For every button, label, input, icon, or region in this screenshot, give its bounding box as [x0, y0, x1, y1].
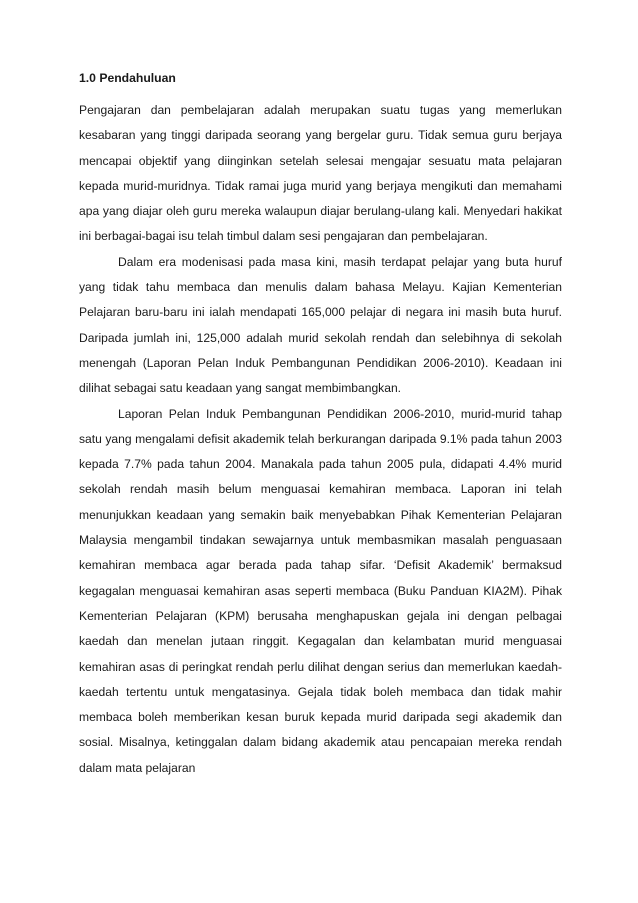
section-heading: 1.0 Pendahuluan — [79, 71, 176, 85]
paragraph-introduction: Pengajaran dan pembelajaran adalah merupakan suatu tugas yang memerlukan kesabaran yang tinggi daripada seorang yang bergelar guru. Tidak semua guru berjaya mencapai objektif yang diinginkan setelah selesai mengajar sesuatu mata pelajaran kepada murid-muridnya. Tidak ramai juga murid yang berjaya mengikuti dan memahami apa yang diajar oleh guru mereka walaupun diajar berulang-ulang kali. Menyedari hakikat ini berbagai-bagai isu telah timbul dalam sesi pengajaran dan pembelajaran. — [79, 103, 562, 244]
paragraph-academic-deficit: Laporan Pelan Induk Pembangunan Pendidikan 2006-2010, murid-murid tahap satu yang mengalami defisit akademik telah berkurangan daripada 9.1% pada tahun 2003 kepada 7.7% pada tahun 2004. Manakala pada tahun 2005 pula, didapati 4.4% murid sekolah rendah masih belum menguasai kemahiran membaca. Laporan ini telah menunjukkan keadaan yang semakin baik menyebabkan Pihak Kementerian Pelajaran Malaysia mengambil tindakan sewajarnya untuk membasmikan masalah penguasaan kemahiran membaca agar berada pada tahap sifar. ‘Defisit Akademik’ bermaksud kegagalan menguasai kemahiran asas seperti membaca (Buku Panduan KIA2M). Pihak Kementerian Pelajaran (KPM) berusaha menghapuskan gejala ini dengan pelbagai kaedah dan menelan jutaan ringgit. Kegagalan dan kelambatan murid menguasai kemahiran asas di peringkat rendah perlu dilihat dengan serius dan memerlukan kaedah-kaedah tertentu untuk mengatasinya. Gejala tidak boleh membaca dan tidak mahir membaca boleh memberikan kesan buruk kepada murid daripada segi akademik dan sosial. Misalnya, ketinggalan dalam bidang akademik atau pencapaian mereka rendah dalam mata pelajaran — [79, 406, 562, 775]
document-body — [79, 70, 562, 781]
paragraph-illiteracy: Dalam era modenisasi pada masa kini, masih terdapat pelajar yang buta huruf yang tidak tahu membaca dan menulis dalam bahasa Melayu. Kajian Kementerian Pelajaran baru-baru ini ialah mendapati 165,000 pelajar di negara ini masih buta huruf. Daripada jumlah ini, 125,000 adalah murid sekolah rendah dan selebihnya di sekolah menengah (Laporan Pelan Induk Pembangunan Pendidikan 2006-2010). Keadaan ini dilihat sebagai satu keadaan yang sangat membimbangkan. — [79, 254, 562, 396]
